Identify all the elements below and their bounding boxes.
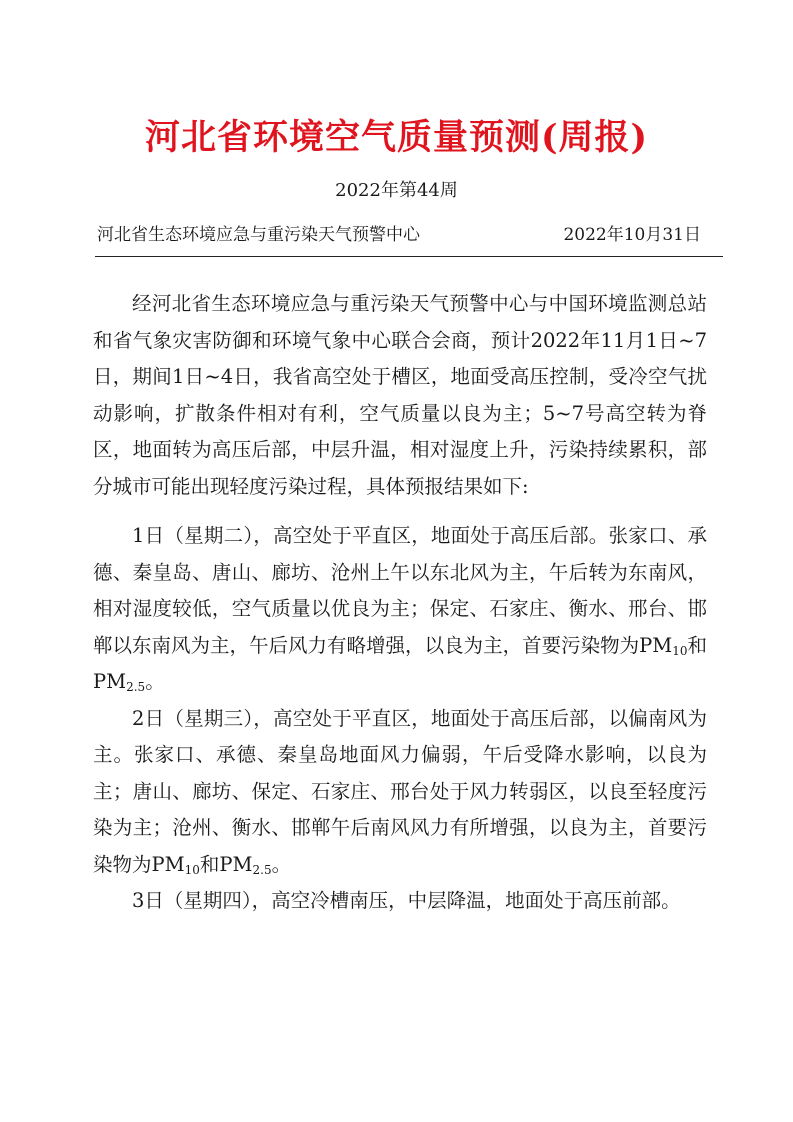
issue-number: 2022年第44周 xyxy=(335,180,458,201)
intro-text: 经河北省生态环境应急与重污染天气预警中心与中国环境监测总站和省气象灾害防御和环境气象中心联合会商，预计2022年11月1日~7日，期间1日~4日，我省高空处于槽区，地面受高压控制，受冷空气扰动影响，扩散条件相对有利，空气质量以良为主；5~7号高空转为脊区，地面转为高压后部，中层升温，相对湿度上升，污染持续累积，部分城市可能出现轻度污染过程，具体预报结果如下: xyxy=(93,292,707,498)
report-body xyxy=(93,286,707,920)
pm25-label: $PM_{2.5}$ xyxy=(93,670,146,694)
issuing-organization: 河北省生态环境应急与重污染天气预警中心 xyxy=(97,225,420,245)
day2-text: 2日（星期三），高空处于平直区，地面处于高压后部，以偏南风为主。张家口、承德、秦皇岛地面风力偏弱，午后受降水影响，以良为主；唐山、廊坊、保定、石家庄、邢台处于风力转弱区，以良至轻度污染为主；沧州、衡水、邯郸午后南风风力有所增强，以良为主，首要污染物为 xyxy=(93,706,707,876)
header-divider xyxy=(95,256,723,257)
report-meta xyxy=(97,220,701,245)
pm10-label: $PM_{10}$ xyxy=(151,852,200,877)
day1-text: 1日（星期二），高空处于平直区，地面处于高压后部。张家口、承德、秦皇岛、唐山、廊坊、沧州上午以东北风为主，午后转为东南风，相对湿度较低，空气质量以优良为主；保定、石家庄、衡水、邢台、邯郸以东南风为主，午后风力有略增强，以良为主，首要污染物为 xyxy=(93,524,707,657)
report-date: 2022年10月31日 xyxy=(563,225,701,245)
intro-paragraph xyxy=(93,286,707,505)
pm10-label: $PM_{10}$ xyxy=(639,633,688,658)
conjunction: 和 xyxy=(687,633,707,657)
day1-paragraph: 1日（星期二），高空处于平直区，地面处于高压后部。张家口、承德、秦皇岛、唐山、廊坊、沧州上午以东北风为主，午后转为东南风，相对湿度较低，空气质量以优良为主；保定、石家庄、衡水、邢台、邯郸以东南风为主，午后风力有略增强，以良为主，首要污染物为$PM_{10}$和$PM_{2.5}$。 xyxy=(93,524,707,694)
report-title: 河北省环境空气质量预测(周报) xyxy=(144,117,649,158)
pm25-label: $PM_{2.5}$ xyxy=(219,852,272,877)
conjunction: 和 xyxy=(199,852,220,876)
day2-paragraph: 2日（星期三），高空处于平直区，地面处于高压后部，以偏南风为主。张家口、承德、秦皇岛地面风力偏弱，午后受降水影响，以良为主；唐山、廊坊、保定、石家庄、邢台处于风力转弱区，以良至轻度污染为主；沧州、衡水、邯郸午后南风风力有所增强，以良为主，首要污染物为$PM_{10}$和$PM_{2.5}$。 xyxy=(93,706,707,877)
day3-paragraph xyxy=(93,883,707,920)
day3-text: 3日（星期四），高空冷槽南压，中层降温，地面处于高压前部。 xyxy=(132,889,681,912)
